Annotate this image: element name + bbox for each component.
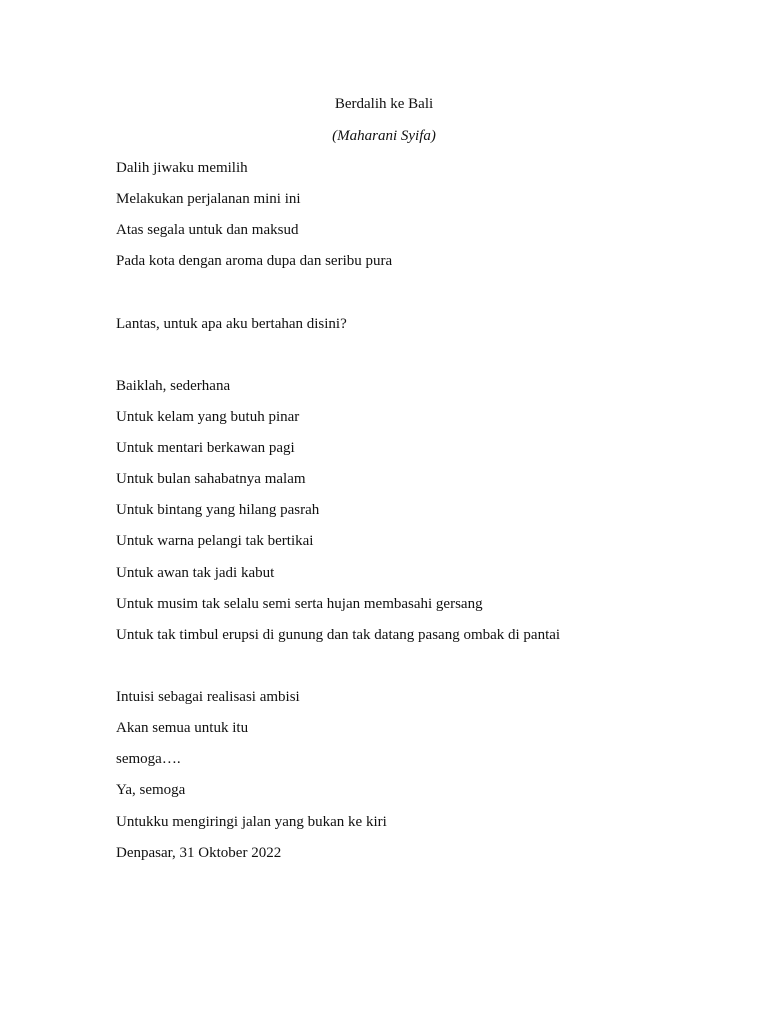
poem-line: Untuk musim tak selalu semi serta hujan membasahi gersang (116, 596, 483, 612)
poem-author: (Maharani Syifa) (332, 128, 436, 144)
poem-line: Untuk kelam yang butuh pinar (116, 409, 300, 425)
poem-line: Untukku mengiringi jalan yang bukan ke kiri (116, 814, 387, 830)
poem-line: Dalih jiwaku memilih (116, 160, 248, 176)
poem-line: Pada kota dengan aroma dupa dan seribu pura (116, 253, 393, 269)
poem-line: Untuk bulan sahabatnya malam (116, 471, 306, 487)
poem-line: Untuk awan tak jadi kabut (116, 565, 275, 581)
poem-line: Baiklah, sederhana (116, 378, 231, 394)
poem-line: Ya, semoga (116, 782, 186, 798)
poem-line: Melakukan perjalanan mini ini (116, 191, 301, 207)
poem-line: Untuk bintang yang hilang pasrah (116, 502, 320, 518)
poem-line: Akan semua untuk itu (116, 720, 249, 736)
poem-line: Untuk tak timbul erupsi di gunung dan tak datang pasang ombak di pantai (116, 627, 561, 643)
poem-line: Intuisi sebagai realisasi ambisi (116, 689, 300, 705)
poem-line: Untuk mentari berkawan pagi (116, 440, 295, 456)
poem-line: Atas segala untuk dan maksud (116, 222, 299, 238)
poem-line: Lantas, untuk apa aku bertahan disini? (116, 316, 347, 332)
poem-line: Untuk warna pelangi tak bertikai (116, 533, 314, 549)
poem-date-line: Denpasar, 31 Oktober 2022 (116, 845, 282, 861)
poem-title: Berdalih ke Bali (334, 96, 434, 112)
poem-line: semoga…. (116, 751, 181, 767)
